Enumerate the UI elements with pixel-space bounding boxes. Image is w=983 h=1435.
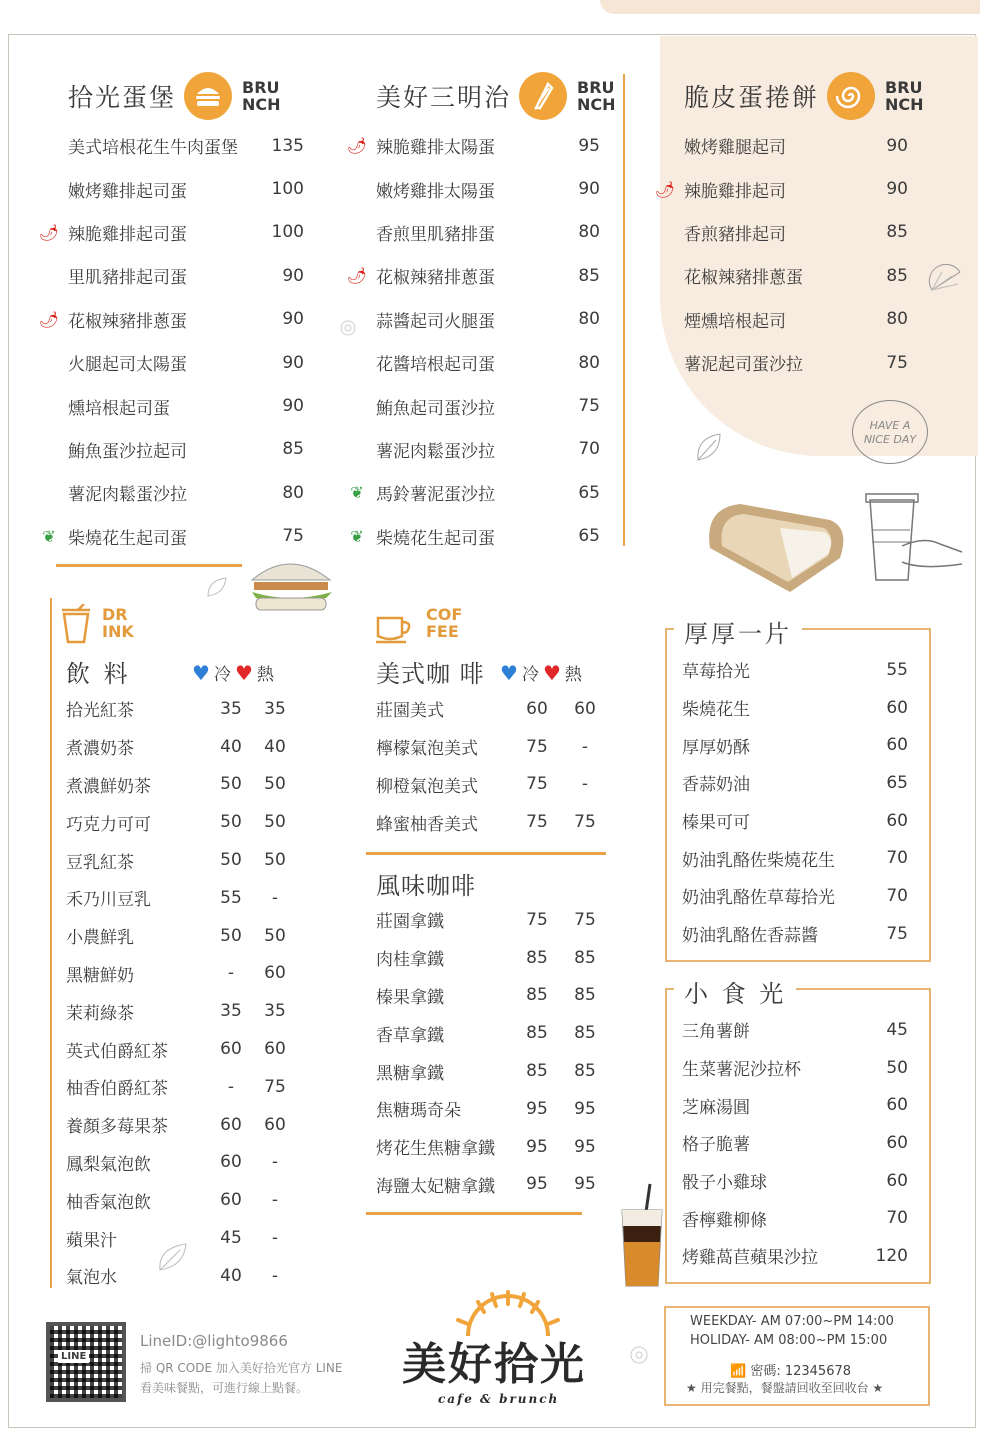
toast-item: 奶油乳酪佐柴燒花生 70 [682, 848, 908, 871]
chili-pepper-icon: 🌶 [346, 136, 368, 156]
drink-item: 柚香伯爵紅茶 - 75 [66, 1076, 286, 1100]
burger-illustration-icon [246, 552, 336, 618]
menu-item: 蒜醬起司火腿蛋 80 [376, 309, 600, 332]
line-id: LineID:@lighto9866 [140, 1332, 288, 1350]
tray-return-notice: ★ 用完餐點，餐盤請回收至回收台 ★ [686, 1381, 884, 1395]
menu-item: ❦ 馬鈴薯泥蛋沙拉 65 [376, 471, 600, 514]
drink-item: 茉莉綠茶 35 35 [66, 1001, 286, 1024]
menu-item: 🌶 辣脆雞排起司 90 [654, 179, 908, 202]
drink-item: 巧克力可可 50 50 [66, 812, 286, 835]
drink-item: 小農鮮乳 50 50 [66, 925, 286, 949]
chili-pepper-icon: 🌶 [654, 179, 676, 199]
americano-list [376, 690, 606, 841]
drink-item: 拾光紅茶 35 35 [66, 698, 286, 722]
toast-item: 奶油乳酪佐草莓拾光 70 [682, 885, 908, 909]
cup-icon [60, 604, 92, 644]
toast-item: 柴燒花生 60 [682, 697, 908, 721]
have-a-nice-day-bubble: HAVE A NICE DAY [852, 400, 928, 464]
coffee-item: 海鹽太妃糖拿鐵 95 95 [376, 1174, 596, 1197]
toast-list [682, 651, 908, 953]
brunch-tag: BRU NCH [885, 78, 924, 114]
coffee-item: 莊園拿鐵 75 75 [376, 909, 596, 933]
brunch-tag: BRU NCH [242, 78, 281, 114]
menu-item: 燻培根起司蛋 90 [68, 396, 304, 419]
coffee-item: 檸檬氣泡美式 75 - [376, 736, 589, 760]
toast-item: 厚厚奶酥 60 [682, 735, 908, 758]
burger-icon [184, 72, 232, 120]
menu-item: 鮪魚蛋沙拉起司 85 [68, 439, 304, 462]
coffee-item: 肉桂拿鐵 85 85 [376, 947, 596, 971]
coffee-item: 柳橙氣泡美式 75 - [376, 774, 589, 797]
coffee-item: 烤花生焦糖拿鐵 95 95 [376, 1136, 596, 1160]
snacks-title: 小 食 光 [674, 974, 796, 1009]
menu-item: 薯泥肉鬆蛋沙拉 70 [376, 439, 600, 462]
swirl-sketch-icon [338, 318, 358, 338]
drink-item: 煮濃奶茶 40 40 [66, 736, 286, 760]
menu-item: 🌶 辣脆雞排起司蛋 100 [38, 222, 304, 245]
hot-heart-icon: ♥ [234, 660, 253, 685]
background-shape-top [600, 0, 980, 14]
brunch-tag: BRU NCH [577, 78, 616, 114]
temperature-legend: ♥ 冷 ♥ 熱 [192, 660, 274, 685]
crepe-menu-list [654, 124, 908, 384]
column-divider [623, 74, 625, 546]
menu-item: 花醬培根起司蛋 80 [376, 352, 600, 376]
iced-coffee-glass-icon [616, 1182, 668, 1292]
section-divider [366, 852, 606, 855]
leaf-icon: ❦ [350, 526, 364, 546]
drink-item: 蘋果汁 45 - [66, 1228, 279, 1251]
burger-section-header [68, 72, 281, 120]
coffee-cup-hand-icon [862, 490, 966, 584]
leaf-sketch-icon [156, 1240, 190, 1274]
toast-illustration-icon [700, 488, 850, 600]
chili-pepper-icon: 🌶 [38, 222, 60, 242]
coffee-item: 榛果拿鐵 85 85 [376, 985, 596, 1008]
menu-item: 🌶 花椒辣豬排蔥蛋 85 [346, 265, 600, 289]
menu-item: 嫩烤雞腿起司 90 [684, 135, 908, 159]
menu-item: 嫩烤雞排太陽蛋 90 [376, 179, 600, 202]
coffee-cup-icon [374, 608, 414, 644]
menu-item: 嫩烤雞排起司蛋 100 [68, 179, 304, 202]
snack-item: 格子脆薯 60 [682, 1132, 908, 1156]
coffee-item: 焦糖瑪奇朵 95 95 [376, 1098, 596, 1122]
leaf-sketch-icon [694, 432, 724, 464]
menu-item: ❦ 柴燒花生起司蛋 65 [376, 515, 600, 558]
drink-item: 黑糖鮮奶 - 60 [66, 963, 286, 986]
drink-item: 豆乳紅茶 50 50 [66, 850, 286, 873]
burger-section-title: 拾光蛋堡 [68, 83, 177, 112]
menu-item: 🌶 辣脆雞排太陽蛋 95 [346, 135, 600, 159]
menu-item: 煙燻培根起司 80 [684, 309, 908, 332]
section-divider [366, 1212, 582, 1215]
toast-item: 奶油乳酪佐香蒜醬 75 [682, 923, 908, 947]
toast-item: 榛果可可 60 [682, 810, 908, 834]
cold-heart-icon: ♥ [192, 660, 210, 685]
drink-item: 養顏多莓果茶 60 60 [66, 1114, 286, 1138]
drink-item: 鳳梨氣泡飲 60 - [66, 1152, 279, 1175]
flavor-coffee-list [376, 901, 606, 1203]
logo-text: 美好拾光 [402, 1339, 586, 1390]
crepe-section-title: 脆皮蛋捲餅 [684, 83, 820, 112]
menu-item: 美式培根花生牛肉蛋堡 135 [68, 135, 304, 159]
coffee-item: 莊園美式 60 60 [376, 698, 596, 722]
sandwich-section-header [376, 72, 616, 120]
wifi-icon: 📶 [730, 1364, 751, 1379]
americano-title: 美式咖 啡 [376, 660, 485, 688]
spiral-icon [827, 72, 875, 120]
toast-item: 草莓拾光 55 [682, 659, 908, 683]
lemon-slice-icon [928, 264, 964, 294]
toast-item: 香蒜奶油 65 [682, 772, 908, 796]
flavor-coffee-title: 風味咖啡 [376, 872, 476, 900]
chili-pepper-icon: 🌶 [38, 309, 60, 329]
menu-item: 花椒辣豬排蔥蛋 85 [684, 265, 908, 289]
holiday-hours: HOLIDAY- AM 08:00~PM 15:00 [690, 1333, 888, 1348]
menu-item: ❦ 柴燒花生起司蛋 75 [68, 515, 304, 558]
snack-item: 生菜薯泥沙拉杯 50 [682, 1057, 908, 1081]
coffee-item: 蜂蜜柚香美式 75 75 [376, 812, 596, 835]
swirl-sketch-icon [628, 1344, 650, 1366]
menu-item: 🌶 花椒辣豬排蔥蛋 90 [38, 309, 304, 332]
menu-item: 香煎豬排起司 85 [684, 222, 908, 245]
drink-item: 煮濃鮮奶茶 50 50 [66, 774, 286, 797]
coffee-tag: COF FEE [426, 605, 463, 641]
drink-item: 英式伯爵紅茶 60 60 [66, 1039, 286, 1062]
chili-pepper-icon: 🌶 [346, 266, 368, 286]
drink-tag: DR INK [102, 605, 134, 641]
snack-item: 香檸雞柳條 70 [682, 1208, 908, 1231]
snacks-list [682, 1011, 908, 1275]
coffee-item: 香草拿鐵 85 85 [376, 1023, 596, 1046]
snack-item: 烤雞萵苣蘋果沙拉 120 [682, 1245, 908, 1269]
leaf-icon: ❦ [350, 483, 364, 503]
menu-item: 薯泥肉鬆蛋沙拉 80 [68, 482, 304, 506]
drinks-title: 飲 料 [66, 660, 131, 688]
leaf-sketch-icon [206, 576, 228, 600]
drinks-list [66, 690, 306, 1295]
sandwich-menu-list [346, 124, 600, 558]
snack-item: 芝麻湯圓 60 [682, 1095, 908, 1118]
qr-line-label: LINE [58, 1350, 89, 1363]
logo-subtitle: cafe & brunch [438, 1392, 560, 1406]
cold-heart-icon: ♥ [500, 660, 518, 685]
menu-item: 里肌豬排起司蛋 90 [68, 265, 304, 289]
burger-menu-list [38, 124, 304, 558]
snack-item: 骰子小雞球 60 [682, 1170, 908, 1194]
leaf-icon: ❦ [42, 526, 56, 546]
drink-item: 柚香氣泡飲 60 - [66, 1190, 279, 1213]
temperature-legend: ♥ 冷 ♥ 熱 [500, 660, 582, 685]
drink-item: 氣泡水 40 - [66, 1265, 279, 1289]
drinks-divider [50, 598, 52, 1288]
menu-item: 薯泥起司蛋沙拉 75 [684, 352, 908, 376]
menu-item: 火腿起司太陽蛋 90 [68, 352, 304, 376]
menu-item: 香煎里肌豬排蛋 80 [376, 222, 600, 245]
crepe-section-header [684, 72, 924, 120]
line-instructions: 掃 QR CODE 加入美好拾光官方 LINE 看美味餐點，可進行線上點餐。 [140, 1361, 343, 1395]
hot-heart-icon: ♥ [542, 660, 561, 685]
toast-title: 厚厚一片 [674, 614, 802, 649]
section-divider [56, 564, 242, 567]
shop-logo [398, 1300, 598, 1410]
menu-item: 鮪魚起司蛋沙拉 75 [376, 396, 600, 419]
drink-item: 禾乃川豆乳 55 - [66, 887, 279, 911]
coffee-item: 黑糖拿鐵 85 85 [376, 1061, 596, 1084]
sandwich-icon [519, 72, 567, 120]
business-hours-box [664, 1306, 930, 1406]
weekday-hours: WEEKDAY- AM 07:00~PM 14:00 [690, 1314, 894, 1329]
wifi-password: 📶 密碼: 12345678 [730, 1364, 852, 1379]
sandwich-section-title: 美好三明治 [376, 83, 512, 112]
snack-item: 三角薯餅 45 [682, 1019, 908, 1043]
